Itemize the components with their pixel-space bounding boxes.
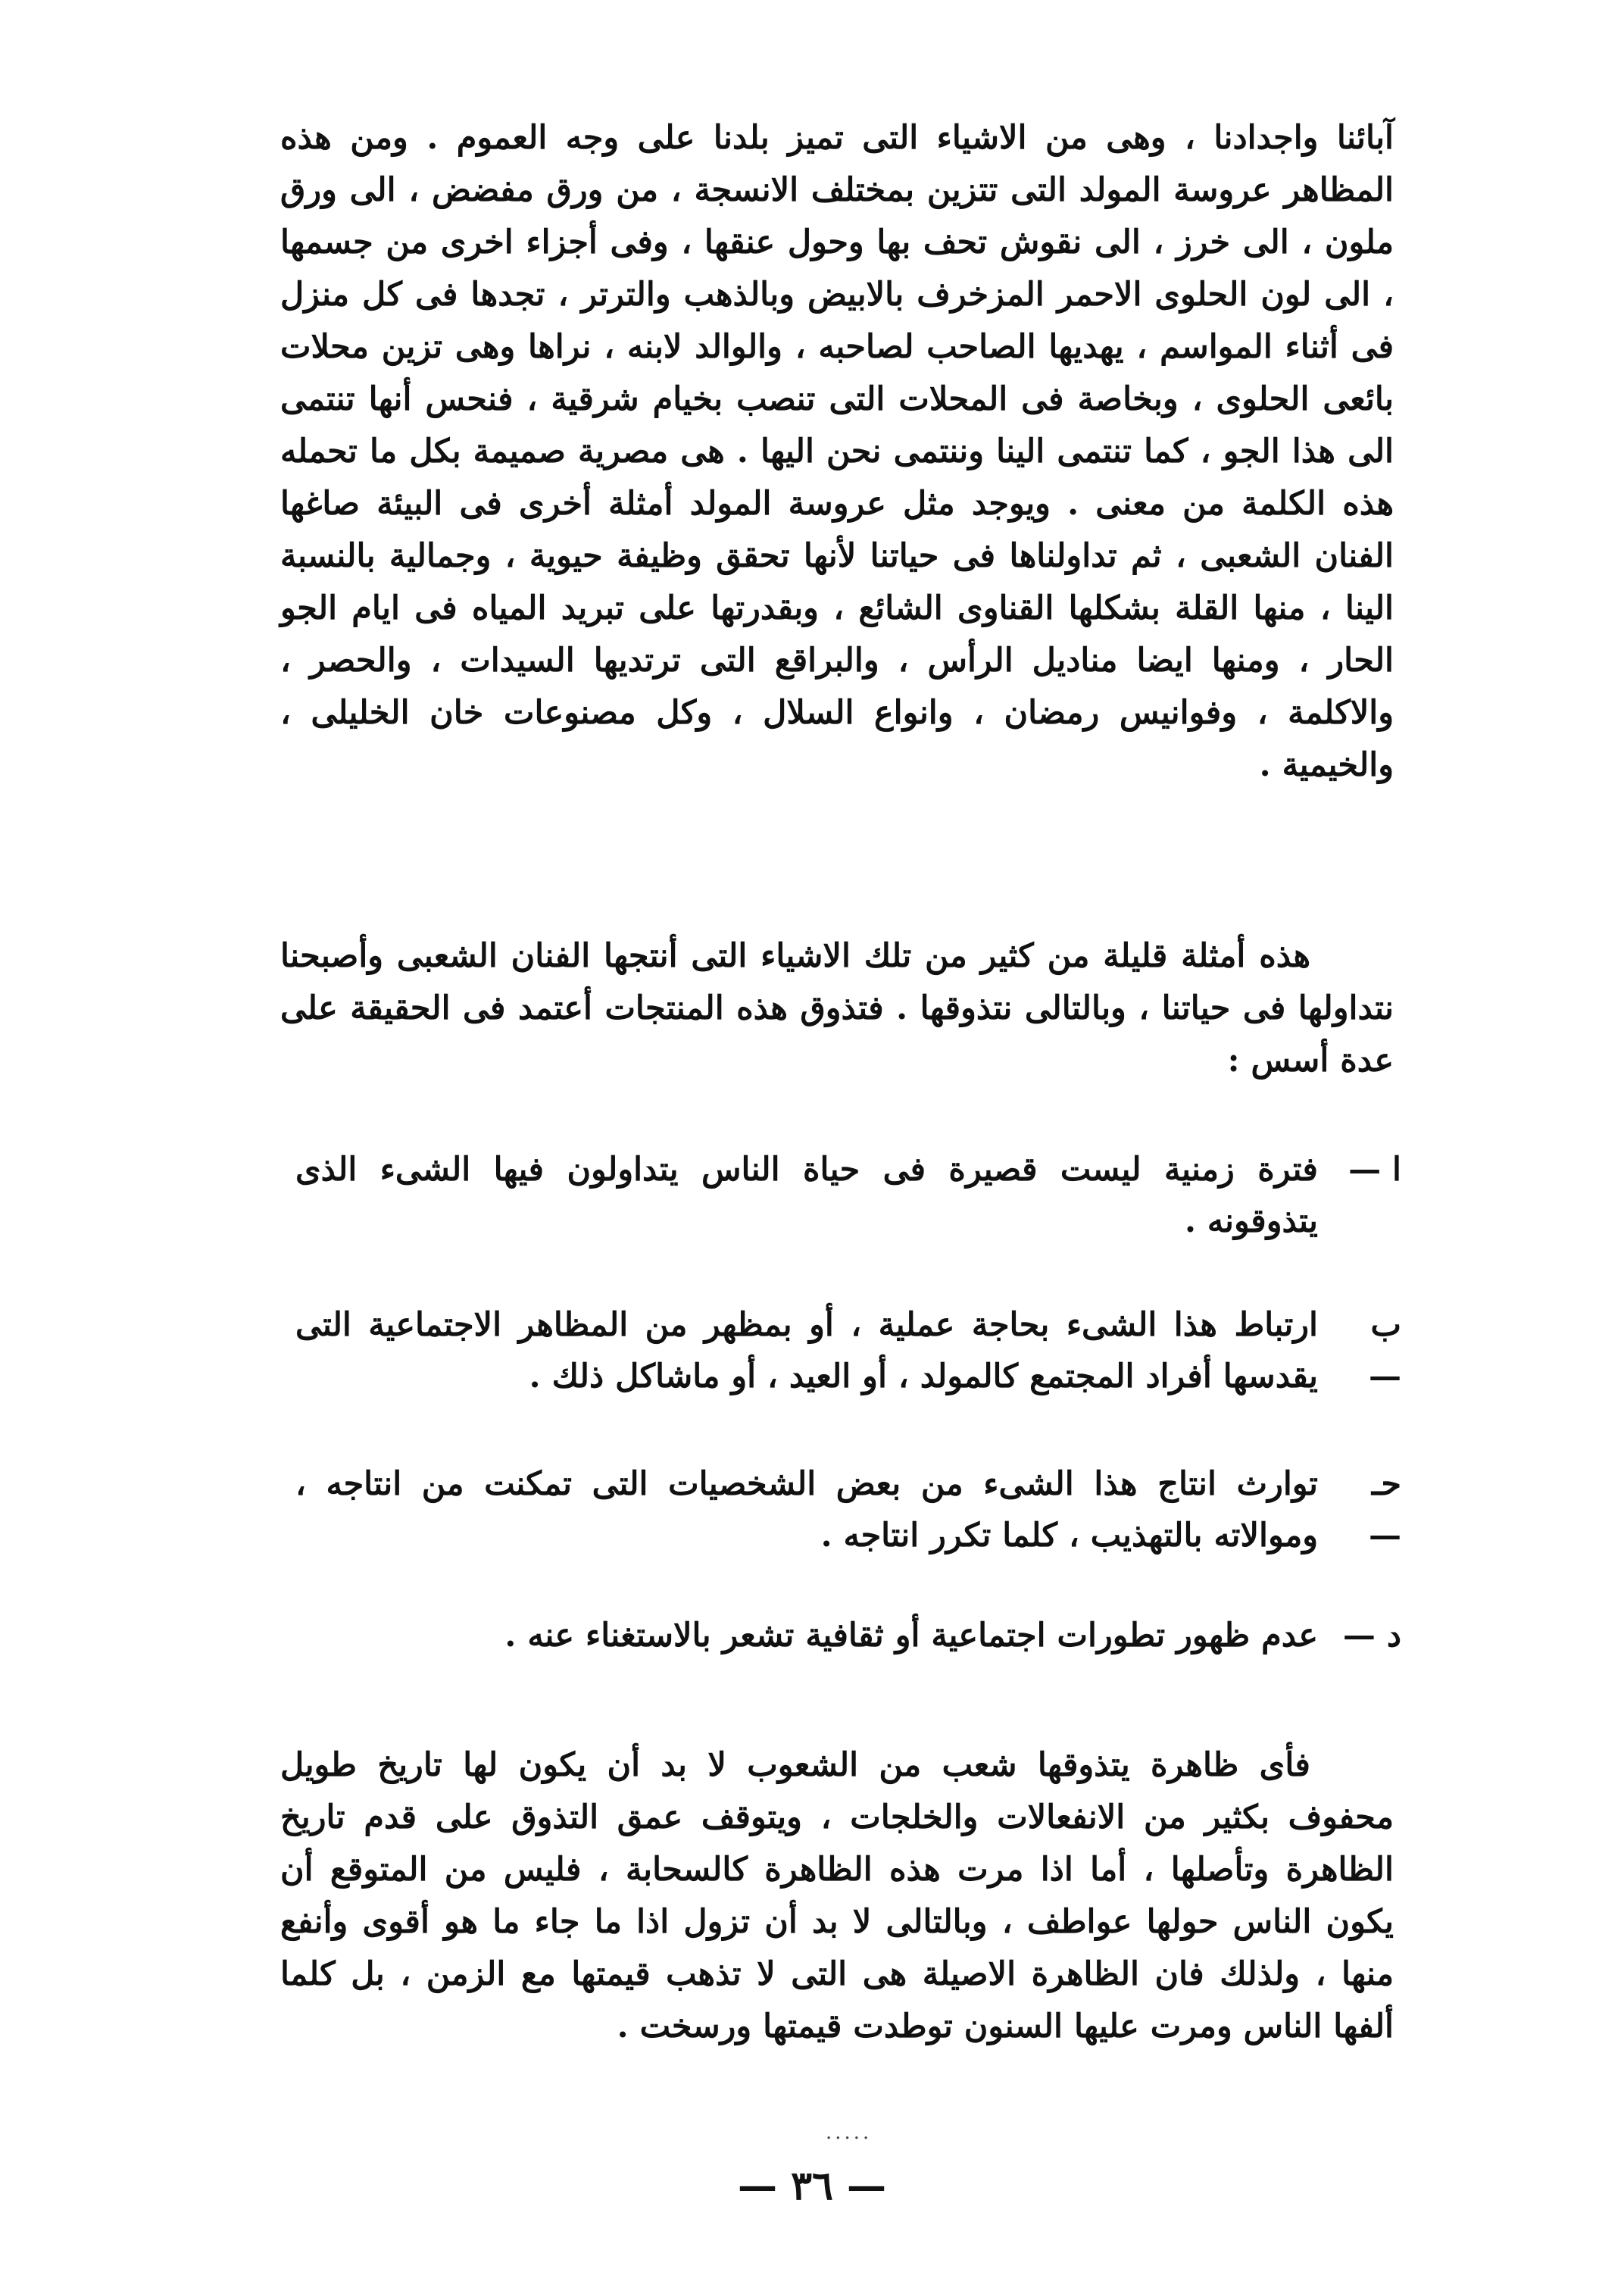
list-text-a: فترة زمنية ليست قصيرة فى حياة الناس يتداولون فيها الشىء الذى يتذوقونه . bbox=[295, 1151, 1318, 1240]
paragraph-1: آبائنا واجدادنا ، وهى من الاشياء التى تميز بلدنا على وجه العموم . ومن هذه المظاهر عروسة المولد التى تتزين بمختلف الانسجة ، من ورق مفضض ، الى ورق ملون ، الى خرز ، الى نقوش تحف بها وحول عنقها ، وفى أجزاء اخرى من جسمها ، الى لون الحلوى الاحمر المزخرف بالابيض وبالذهب والترتر ، تجدها فى كل منزل فى أثناء المواسم ، يهديها الصاحب لصاحبه ، والوالد لابنه ، نراها وهى تزين محلات بائعى الحلوى ، وبخاصة فى المحلات التى تنصب بخيام شرقية ، فنحس أنها تنتمى الى هذا الجو ، كما تنتمى الينا وننتمى نحن اليها . هى مصرية صميمة بكل ما تحمله هذه الكلمة من معنى . ويوجد مثل عروسة المولد أمثلة أخرى فى البيئة صاغها الفنان الشعبى ، ثم تداولناها فى حياتنا لأنها تحقق وظيفة حيوية ، وجمالية بالنسبة الينا ، منها القلة بشكلها القناوى الشائع ، وبقدرتها على تبريد المياه فى ايام الجو الحار ، ومنها ايضا مناديل الرأس ، والبراقع التى ترتديها السيدات ، والحصر ، والاكلمة ، وفوانيس رمضان ، وانواع السلال ، وكل مصنوعات خان الخليلى ، والخيمية . bbox=[280, 119, 1394, 784]
list-item-d bbox=[295, 1610, 1401, 1661]
list-text-d: عدم ظهور تطورات اجتماعية أو ثقافية تشعر بالاستغناء عنه . bbox=[504, 1617, 1318, 1655]
list-marker-d: د — bbox=[1342, 1617, 1401, 1655]
footer-dots: ····· bbox=[826, 2127, 873, 2150]
page-number: — ٣٦ — bbox=[737, 2163, 887, 2209]
list-text-b: ارتباط هذا الشىء بحاجة عملية ، أو بمظهر من المظاهر الاجتماعية التى يقدسها أفراد المجتمع كالمولد ، أو العيد ، أو ماشاكل ذلك . bbox=[295, 1306, 1318, 1395]
list-text-c: توارث انتاج هذا الشىء من بعض الشخصيات التى تمكنت من انتاجه ، وموالاته بالتهذيب ، كلما تكرر انتاجه . bbox=[295, 1465, 1318, 1555]
paragraph-2: هذه أمثلة قليلة من كثير من تلك الاشياء التى أنتجها الفنان الشعبى وأصبحنا نتداولها فى حياتنا ، وبالتالى نتذوقها . فتذوق هذه المنتجات أعتمد فى الحقيقة على عدة أسس : bbox=[280, 937, 1394, 1080]
list-item-c bbox=[295, 1458, 1401, 1561]
list-item-a bbox=[295, 1144, 1401, 1247]
list-marker-c: حـ — bbox=[1369, 1465, 1401, 1555]
list-marker-b: ب — bbox=[1369, 1306, 1401, 1395]
paragraph-3: فأى ظاهرة يتذوقها شعب من الشعوب لا بد أن يكون لها تاريخ طويل محفوف بكثير من الانفعالات والخلجات ، ويتوقف عمق التذوق على قدم تاريخ الظاهرة وتأصلها ، أما اذا مرت هذه الظاهرة كالسحابة ، فليس من المتوقع أن يكون الناس حولها عواطف ، وبالتالى لا بد أن تزول اذا ما جاء ما هو أقوى وأنفع منها ، ولذلك فان الظاهرة الاصيلة هى التى لا تذهب قيمتها مع الزمن ، بل كلما ألفها الناس ومرت عليها السنون توطدت قيمتها ورسخت . bbox=[280, 1746, 1394, 2045]
list-item-b bbox=[295, 1299, 1401, 1402]
list-marker-a: ا — bbox=[1348, 1151, 1401, 1189]
